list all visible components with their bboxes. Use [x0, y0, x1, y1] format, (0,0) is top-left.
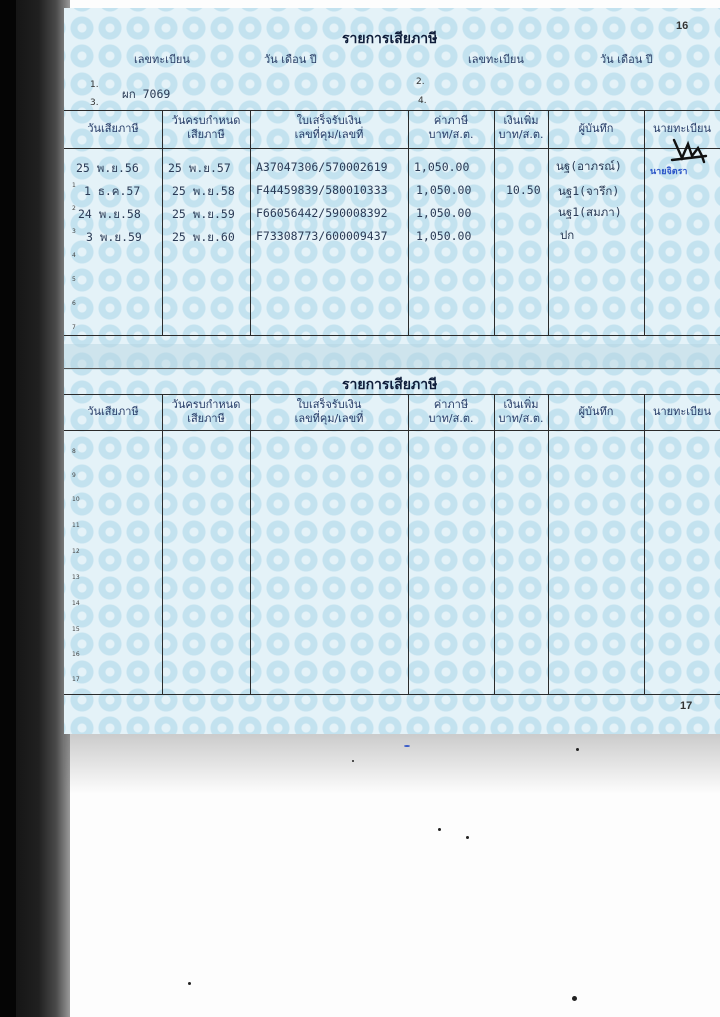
page-edge-shadow	[64, 734, 720, 794]
header2-surcharge-line2: บาท/ส.ต.	[498, 412, 544, 425]
reg-label-left: เลขทะเบียน	[134, 53, 190, 66]
registrar-stamp-text: นายจิตรา	[650, 167, 688, 177]
reg-list-num-2: 2.	[416, 77, 425, 87]
row-marker-8: 8	[72, 448, 76, 455]
reg-list-value-1: ผก 7069	[122, 87, 171, 101]
row1-tax-date: 25 พ.ย.56	[76, 161, 139, 175]
row2-tax-date: 1 ธ.ค.57	[84, 184, 141, 198]
row2-surcharge: 10.50	[506, 183, 541, 197]
header2-registrar: นายทะเบียน	[652, 405, 711, 418]
header2-tax-amount-line2: บาท/ส.ต.	[428, 412, 474, 425]
header2-tax-amount-line1: ค่าภาษี	[433, 398, 469, 411]
row3-due-date: 25 พ.ย.59	[172, 207, 235, 221]
registration-book-page	[64, 8, 720, 734]
row-marker-11: 11	[72, 522, 80, 529]
row2-due-date: 25 พ.ย.58	[172, 184, 235, 198]
row-marker-9: 9	[72, 472, 76, 479]
header2-due-date-line2: เสียภาษี	[187, 412, 225, 425]
row-marker-1: 1	[72, 182, 76, 189]
header-tax-date: วันเสียภาษี	[87, 122, 139, 135]
row4-due-date: 25 พ.ย.60	[172, 230, 235, 244]
page-fold	[64, 344, 720, 370]
reg-label-right: เลขทะเบียน	[468, 53, 524, 66]
scan-speck	[572, 996, 577, 1001]
row4-tax-date: 3 พ.ย.59	[86, 230, 142, 244]
row4-amount: 1,050.00	[416, 229, 472, 243]
scan-speck	[438, 828, 441, 831]
row4-receipt: F73308773/600009437	[256, 229, 388, 243]
scan-speck	[404, 745, 410, 747]
scan-speck	[188, 982, 191, 985]
row3-tax-date: 24 พ.ย.58	[78, 207, 141, 221]
section2-title: รายการเสียภาษี	[342, 377, 438, 393]
header-tax-amount-line2: บาท/ส.ต.	[428, 128, 474, 141]
row3-amount: 1,050.00	[416, 206, 472, 220]
registrar-signature-icon	[668, 136, 708, 166]
row-marker-10: 10	[72, 496, 80, 503]
row-marker-5: 5	[72, 276, 76, 283]
row-marker-12: 12	[72, 548, 80, 555]
header-recorder: ผู้บันทึก	[578, 122, 614, 135]
row3-receipt: F66056442/590008392	[256, 206, 388, 220]
row3-recorder: นฐ1(สมภา)	[558, 205, 622, 219]
row2-receipt: F44459839/580010333	[256, 183, 388, 197]
scan-speck	[466, 836, 469, 839]
header2-tax-date: วันเสียภาษี	[87, 405, 139, 418]
header-due-date-line1: วันครบกำหนด	[171, 114, 241, 127]
date-label-right: วัน เดือน ปี	[600, 53, 653, 66]
header2-receipt-line2: เลขที่คุม/เลขที่	[294, 412, 364, 425]
header-receipt-line2: เลขที่คุม/เลขที่	[294, 128, 364, 141]
row-marker-3: 3	[72, 228, 76, 235]
header-surcharge-line1: เงินเพิ่ม	[503, 114, 539, 127]
row-marker-17: 17	[72, 676, 80, 683]
header2-receipt-line1: ใบเสร็จรับเงิน	[296, 398, 362, 411]
row1-receipt: A37047306/570002619	[256, 160, 388, 174]
header-tax-amount-line1: ค่าภาษี	[433, 114, 469, 127]
row-marker-13: 13	[72, 574, 80, 581]
section1-title: รายการเสียภาษี	[342, 31, 438, 47]
header2-recorder: ผู้บันทึก	[578, 405, 614, 418]
row1-due-date: 25 พ.ย.57	[168, 161, 231, 175]
header-surcharge-line2: บาท/ส.ต.	[498, 128, 544, 141]
row-marker-14: 14	[72, 600, 80, 607]
header2-due-date-line1: วันครบกำหนด	[171, 398, 241, 411]
reg-list-num-1: 1.	[90, 80, 99, 90]
row-marker-6: 6	[72, 300, 76, 307]
page-number-top: 16	[676, 20, 689, 32]
header-receipt-line1: ใบเสร็จรับเงิน	[296, 114, 362, 127]
reg-list-num-4: 4.	[418, 96, 427, 106]
row2-recorder: นฐ1(จารึก)	[558, 184, 620, 198]
header2-surcharge-line1: เงินเพิ่ม	[503, 398, 539, 411]
scan-speck	[576, 748, 579, 751]
scanner-edge-shadow	[0, 0, 70, 1017]
reg-list-num-3: 3.	[90, 98, 99, 108]
row-marker-7: 7	[72, 324, 76, 331]
row-marker-4: 4	[72, 252, 76, 259]
header-due-date-line2: เสียภาษี	[187, 128, 225, 141]
row-marker-16: 16	[72, 651, 80, 658]
row4-recorder: ปก	[560, 228, 575, 242]
header-registrar: นายทะเบียน	[652, 122, 711, 135]
row-marker-2: 2	[72, 205, 76, 212]
row-marker-15: 15	[72, 626, 80, 633]
row1-recorder: นฐ(อาภรณ์)	[556, 159, 622, 173]
row1-amount: 1,050.00	[414, 160, 470, 174]
date-label-left: วัน เดือน ปี	[264, 53, 317, 66]
row2-amount: 1,050.00	[416, 183, 472, 197]
scan-speck	[352, 760, 354, 762]
page-number-bottom: 17	[680, 700, 693, 712]
